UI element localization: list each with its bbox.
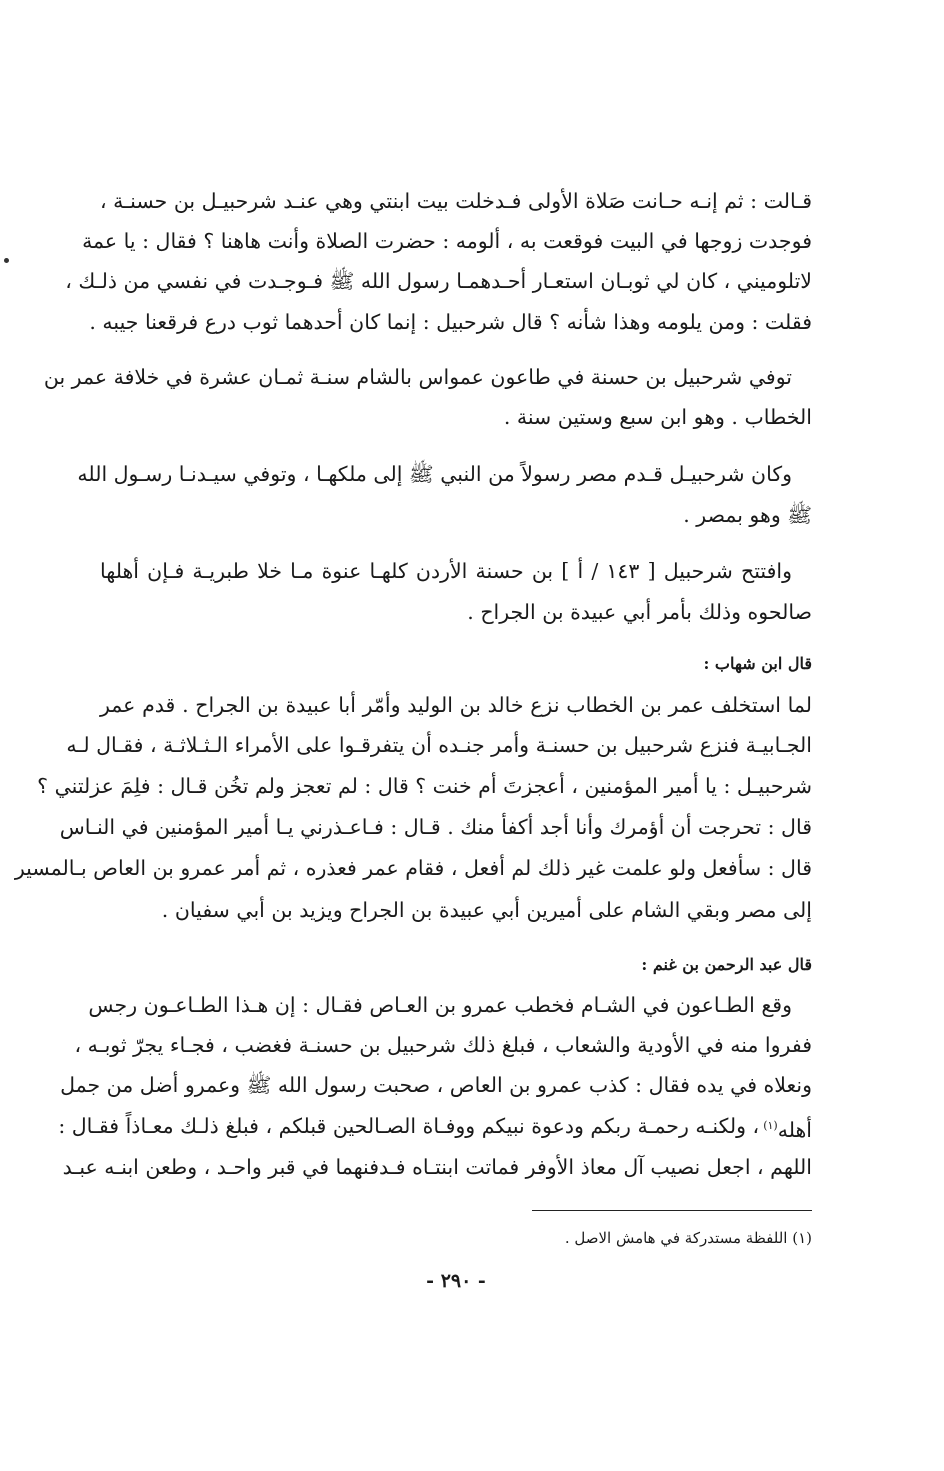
text-line: فوجدت زوجها في البيت فوقعت به ، ألومه : حضرت الصلاة وأنت هاهنا ؟ فقال : يا عمة [82,229,812,253]
page-number: - ٢٩٠ - [426,1270,486,1292]
section-heading: قال ابن شهاب : [703,654,812,673]
text-line: ففروا منه في الأودية والشعاب ، فبلغ ذلك شرحبيل بن حسنـة فغضب ، فجـاء يجرّ ثوبـه ، [74,1033,812,1057]
text-line: لما استخلف عمر بن الخطاب نزع خالد بن الوليد وأمّر أبا عبيدة بن الجراح . قدم عمر [100,693,812,717]
scan-speck [4,258,9,263]
document-page [14,0,812,1471]
text-line: لاتلوميني ، كان لي ثوبـان استعـار أحـدهمـا رسول الله ﷺ فـوجـدت في نفسي من ذلـك ، [65,269,812,293]
text-line: وقع الطـاعون في الشـام فخطب عمرو بن العـاص فقـال : إن هـذا الطـاعـون رجس [88,993,792,1017]
text-run: ، ولكنـه رحمـة ربكم ودعوة نبيكم ووفـاة الصـالحين قبلكم ، فبلغ ذلـك معـاذاً فقـال : [58,1114,760,1138]
text-run [763,1111,812,1145]
text-line: ﷺ وهو بمصر . [683,503,812,527]
text-line: قال : تحرجت أن أؤمرك وأنا أجد أكفأ منك . قـال : فـاعـذرني يـا أمير المؤمنين في النـاس [59,815,812,839]
footnote: (١) اللفظة مستدركة في هامش الاصل . [564,1229,812,1247]
text-line: توفي شرحبيل بن حسنة في طاعون عمواس بالشام سنـة ثمـان عشرة في خلافة عمر بن [43,365,792,389]
text-line: الخطاب . وهو ابن سبع وستين سنة . [503,405,812,429]
text-line: وافتتح شرحبيل [ ١٤٣ / أ ] بن حسنة الأردن كلهـا عنوة مـا خلا طبريـة فـإن أهلها [100,559,792,583]
footnote-divider [532,1210,812,1211]
text-line: اللهم ، اجعل نصيب آل معاذ الأوفر فماتت ابنتـاه فـدفنهما في قبر واحـد ، وطعن ابنـه عبـد [62,1155,812,1179]
text-line [58,1111,812,1145]
text-line: قـالت : ثم إنـه حـانت صَلاة الأولى فـدخلت بيت ابنتي وهي عنـد شرحبيـل بن حسنـة ، [100,189,812,213]
text-line: الجـابيـة فنزع شرحبيل بن حسنـة وأمر جنـده أن يتفرقـوا على الأمراء الـثـلاثـة ، فقـال لـه [66,733,812,757]
text-line: قال : سأفعل ولو علمت غير ذلك لم أفعل ، فقام عمر فعذره ، ثم أمر عمرو بن العاص بـالمسير [14,856,812,880]
text-line: إلى مصر وبقي الشام على أميرين أبي عبيدة بن الجراح ويزيد بن أبي سفيان . [161,898,812,922]
text-line: ونعلاه في يده فقال : كذب عمرو بن العاص ، صحبت رسول الله ﷺ وعمرو أضل من جمل [60,1073,812,1097]
text-line: شرحبيـل : يا أمير المؤمنين ، أعجزتَ أم خنت ؟ قال : لم تعجز ولم تخُن قـال : فلِمَ عزلتني ؟ [37,774,812,798]
footnote-marker: (١) [763,1119,778,1132]
text-line: وكان شرحبيـل قـدم مصر رسولاً من النبي ﷺ إلى ملكهـا ، وتوفي سيـدنـا رسـول الله [77,462,792,486]
text-run: أهله [777,1117,812,1142]
text-line: فقلت : ومن يلومه وهذا شأنه ؟ قال شرحبيل : إنما كان أحدهما ثوب درع فرقعنا جيبه . [89,310,812,334]
text-line: صالحوه وذلك بأمر أبي عبيدة بن الجراح . [467,600,812,624]
section-heading: قال عبد الرحمن بن غنم : [641,955,812,974]
